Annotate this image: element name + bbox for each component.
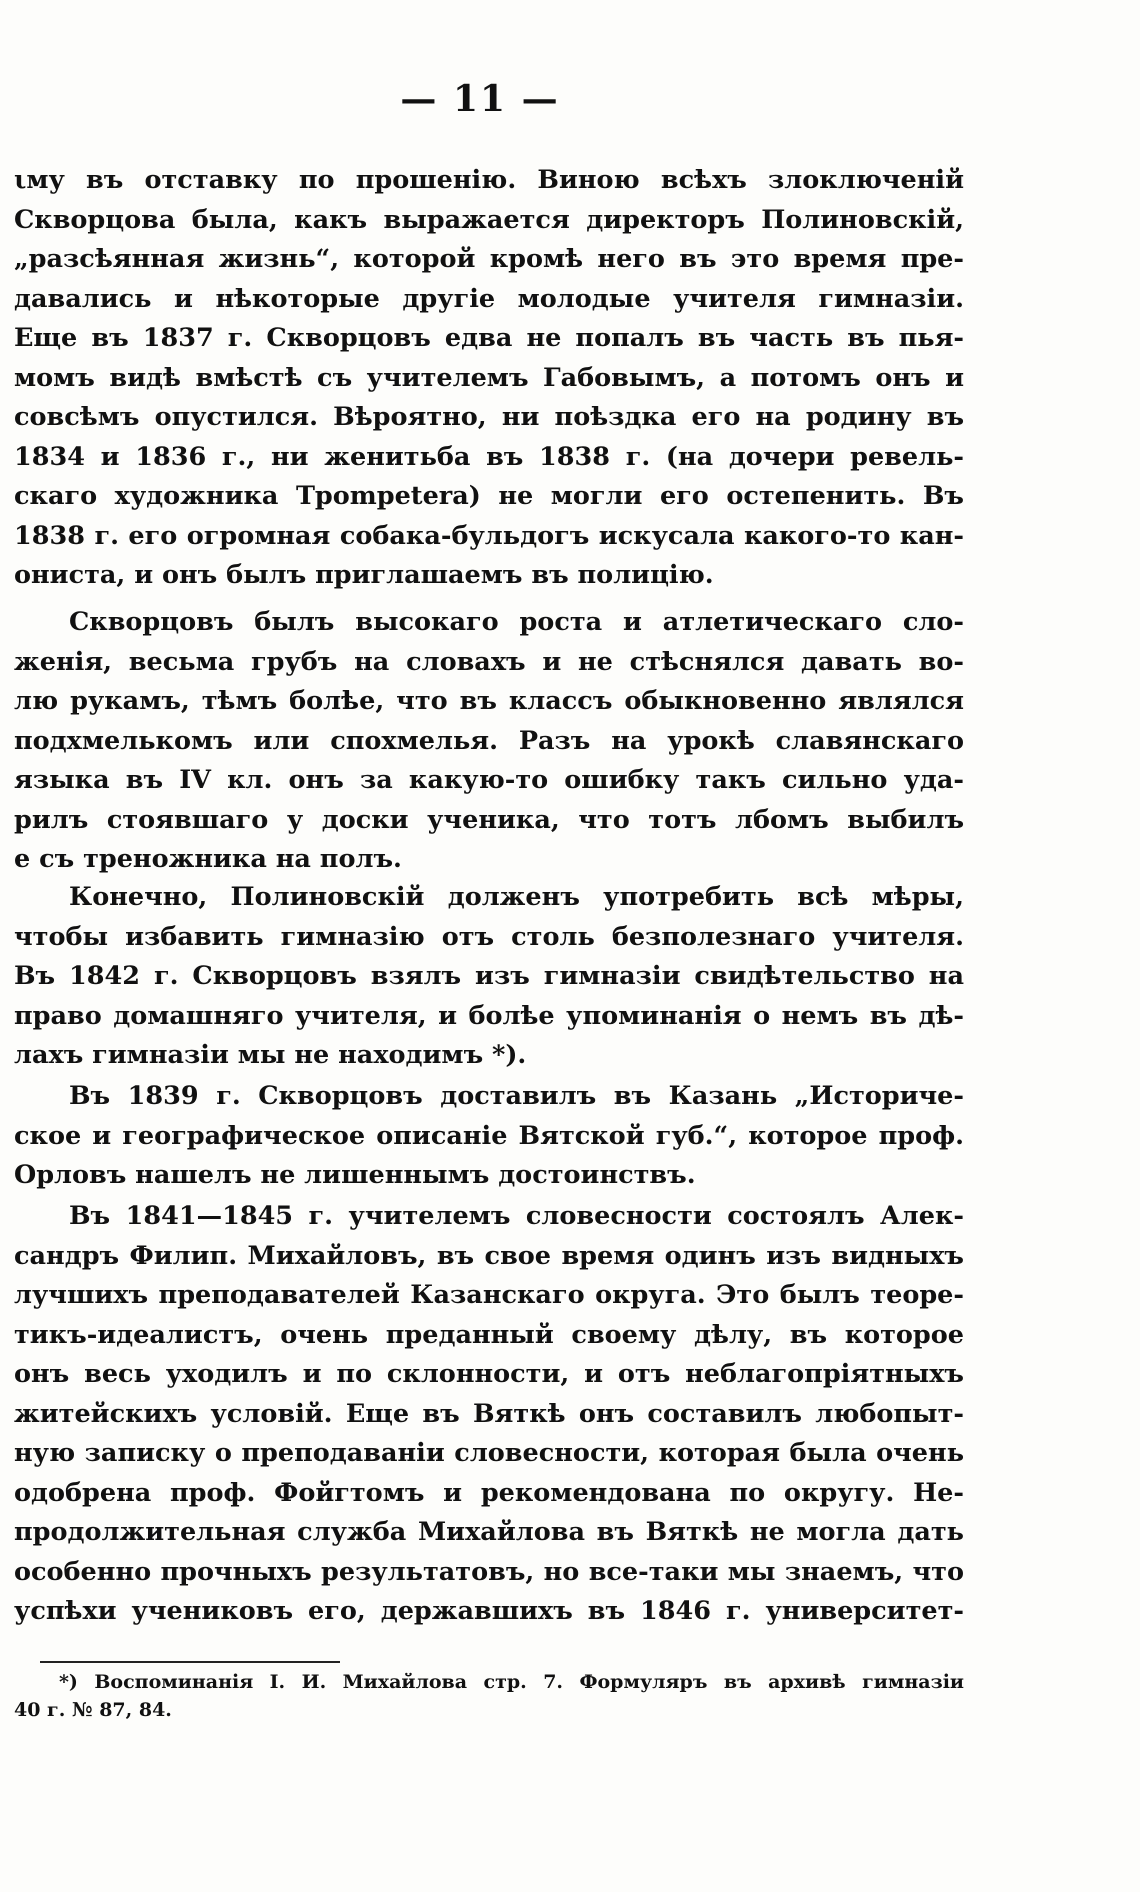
paragraph-1: [14, 161, 964, 596]
text-line: момъ видѣ вмѣстѣ съ учителемъ Габовымъ, а потомъ онъ и: [14, 362, 964, 393]
text-line: Въ 1839 г. Скворцовъ доставилъ въ Казань „Историче-: [69, 1081, 964, 1111]
text-line: чтобы избавить гимназію отъ столь безполезнаго учителя.: [14, 921, 964, 952]
page-number: — 11 —: [400, 78, 560, 120]
text-line: женія, весьма грубъ на словахъ и не стѣснялся давать во-: [14, 646, 964, 677]
paragraph-2: [14, 603, 964, 880]
footnote-divider: [40, 1661, 340, 1663]
text-line: Въ 1841—1845 г. учителемъ словесности состоялъ Алек-: [69, 1201, 964, 1231]
text-line: успѣхи учениковъ его, державшихъ въ 1846 г. университет-: [14, 1596, 964, 1626]
text-line: лучшихъ преподавателей Казанскаго округа. Это былъ теоре-: [14, 1280, 964, 1310]
paragraph-3: [14, 878, 964, 1076]
text-line: Въ 1842 г. Скворцовъ взялъ изъ гимназіи свидѣтельство на: [14, 961, 964, 991]
text-line: 1834 и 1836 г., ни женитьба въ 1838 г. (на дочери ревель-: [14, 441, 964, 472]
text-line: Скворцовъ былъ высокаго роста и атлетическаго сло-: [69, 607, 964, 637]
text-line: Скворцова была, какъ выражается директоръ Полиновскій,: [14, 204, 964, 235]
text-line: лю рукамъ, тѣмъ болѣе, что въ классъ обыкновенно являлся: [14, 686, 964, 716]
text-line: подхмелькомъ или спохмелья. Разъ на урокѣ славянскаго: [14, 725, 964, 756]
text-line: право домашняго учителя, и болѣе упоминанія о немъ въ дѣ-: [14, 1000, 964, 1031]
footnote: [14, 1668, 964, 1724]
text-line: рилъ стоявшаго у доски ученика, что тотъ лбомъ выбилъ: [14, 804, 964, 835]
text-line: 1838 г. его огромная собака-бульдогъ искусала какого-то кан-: [14, 520, 964, 551]
text-line: житейскихъ условій. Еще въ Вяткѣ онъ составилъ любопыт-: [14, 1398, 964, 1429]
paragraph-5: [14, 1197, 964, 1632]
text-line: скаго художника Трompetera) не могли его остепенить. Въ: [14, 481, 964, 511]
text-line: Еще въ 1837 г. Скворцовъ едва не попалъ въ часть въ пья-: [14, 323, 964, 353]
text-line: ную записку о преподаваніи словесности, которая была очень: [14, 1438, 964, 1468]
text-line: ιму въ отставку по прошенію. Виною всѣхъ злоключеній: [14, 165, 964, 195]
text-line: тикъ-идеалистъ, очень преданный своему дѣлу, въ которое: [14, 1319, 964, 1350]
text-line: онъ весь уходилъ и по склонности, и отъ неблагопріятныхъ: [14, 1359, 964, 1389]
text-line: одобрена проф. Фойгтомъ и рекомендована по округу. Не-: [14, 1477, 964, 1508]
text-line: ское и географическое описаніе Вятской губ.“, которое проф.: [14, 1120, 964, 1151]
paragraph-4: [14, 1077, 964, 1196]
text-line: языка въ IV кл. онъ за какую-то ошибку такъ сильно уда-: [14, 765, 964, 795]
text-line: ониста, и онъ былъ приглашаемъ въ полицію.: [14, 560, 714, 590]
text-line: Конечно, Полиновскій долженъ употребить всѣ мѣры,: [69, 882, 964, 912]
text-line: Орловъ нашелъ не лишеннымъ достоинствъ.: [14, 1160, 696, 1190]
text-line: давались и нѣкоторые другіе молодые учителя гимназіи.: [14, 283, 964, 314]
text-line: е съ треножника на полъ.: [14, 844, 402, 874]
footnote-line: 40 г. № 87, 84.: [14, 1699, 172, 1721]
text-line: „разсѣянная жизнь“, которой кромѣ него въ это время пре-: [14, 244, 964, 274]
text-line: продолжительная служба Михайлова въ Вяткѣ не могла дать: [14, 1517, 964, 1547]
text-line: лахъ гимназіи мы не находимъ *).: [14, 1040, 527, 1070]
text-line: особенно прочныхъ результатовъ, но все-таки мы знаемъ, что: [14, 1556, 964, 1587]
text-line: совсѣмъ опустился. Вѣроятно, ни поѣздка его на родину въ: [14, 402, 964, 432]
text-line: сандръ Филип. Михайловъ, въ свое время одинъ изъ видныхъ: [14, 1240, 964, 1271]
footnote-line: *) Воспоминанія І. И. Михайлова стр. 7. Формуляръ въ архивѣ гимназіи: [59, 1671, 964, 1693]
